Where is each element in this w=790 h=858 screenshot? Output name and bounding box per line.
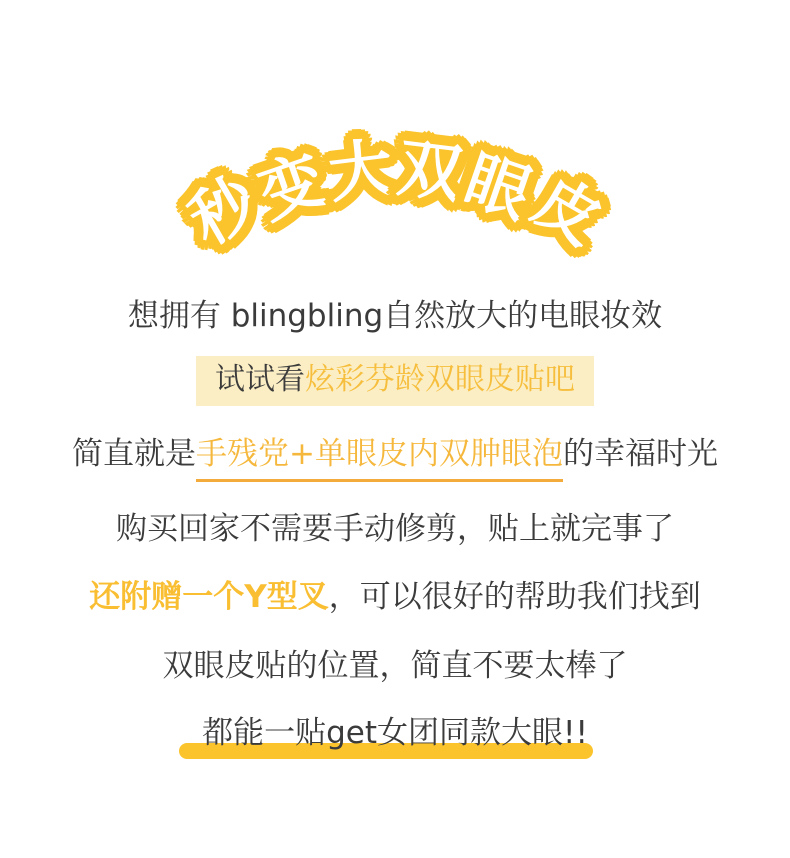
line-5-suffix: ，可以很好的帮助我们找到 [328,579,701,615]
line-2-product-name: 炫彩芬龄双眼皮贴吧 [305,362,575,397]
line-2-prefix: 试试看 [215,362,305,397]
arched-headline [0,0,790,300]
tagline-line-4 [0,512,790,548]
headline-char-4: 双 双 [394,136,465,207]
line-3-highlight: 手残党+单眼皮内双肿眼泡 [196,436,563,482]
tagline-line-6 [0,649,790,685]
marker-highlight [202,716,588,752]
highlight-box [196,356,594,406]
line-5-highlight: 还附赠一个Y型叉 [89,579,329,615]
headline-char-2: 变 变 [251,147,332,228]
headline-char-6: 皮 皮 [523,168,610,255]
tagline-line-7 [0,716,790,752]
tagline-line-3 [0,437,790,473]
line-3-suffix: 的幸福时光 [562,436,718,472]
headline-char-1: 秒 秒 [180,168,267,255]
tagline-line-5 [0,580,790,616]
headline-char-5: 眼 眼 [457,147,538,228]
headline-char-3: 大 大 [325,136,396,207]
tagline-line-2 [0,356,790,406]
tagline-line-1 [0,299,790,335]
tagline-line-4-text: 购买回家不需要手动修剪，贴上就完事了 [116,511,674,547]
tagline-line-1-text: 想拥有 blingbling自然放大的电眼妆效 [127,298,663,334]
line-3-prefix: 简直就是 [72,436,196,472]
tagline-line-6-text: 双眼皮贴的位置，简直不要太棒了 [162,648,628,684]
tagline-line-7-text: 都能一贴get女团同款大眼!! [202,715,588,751]
